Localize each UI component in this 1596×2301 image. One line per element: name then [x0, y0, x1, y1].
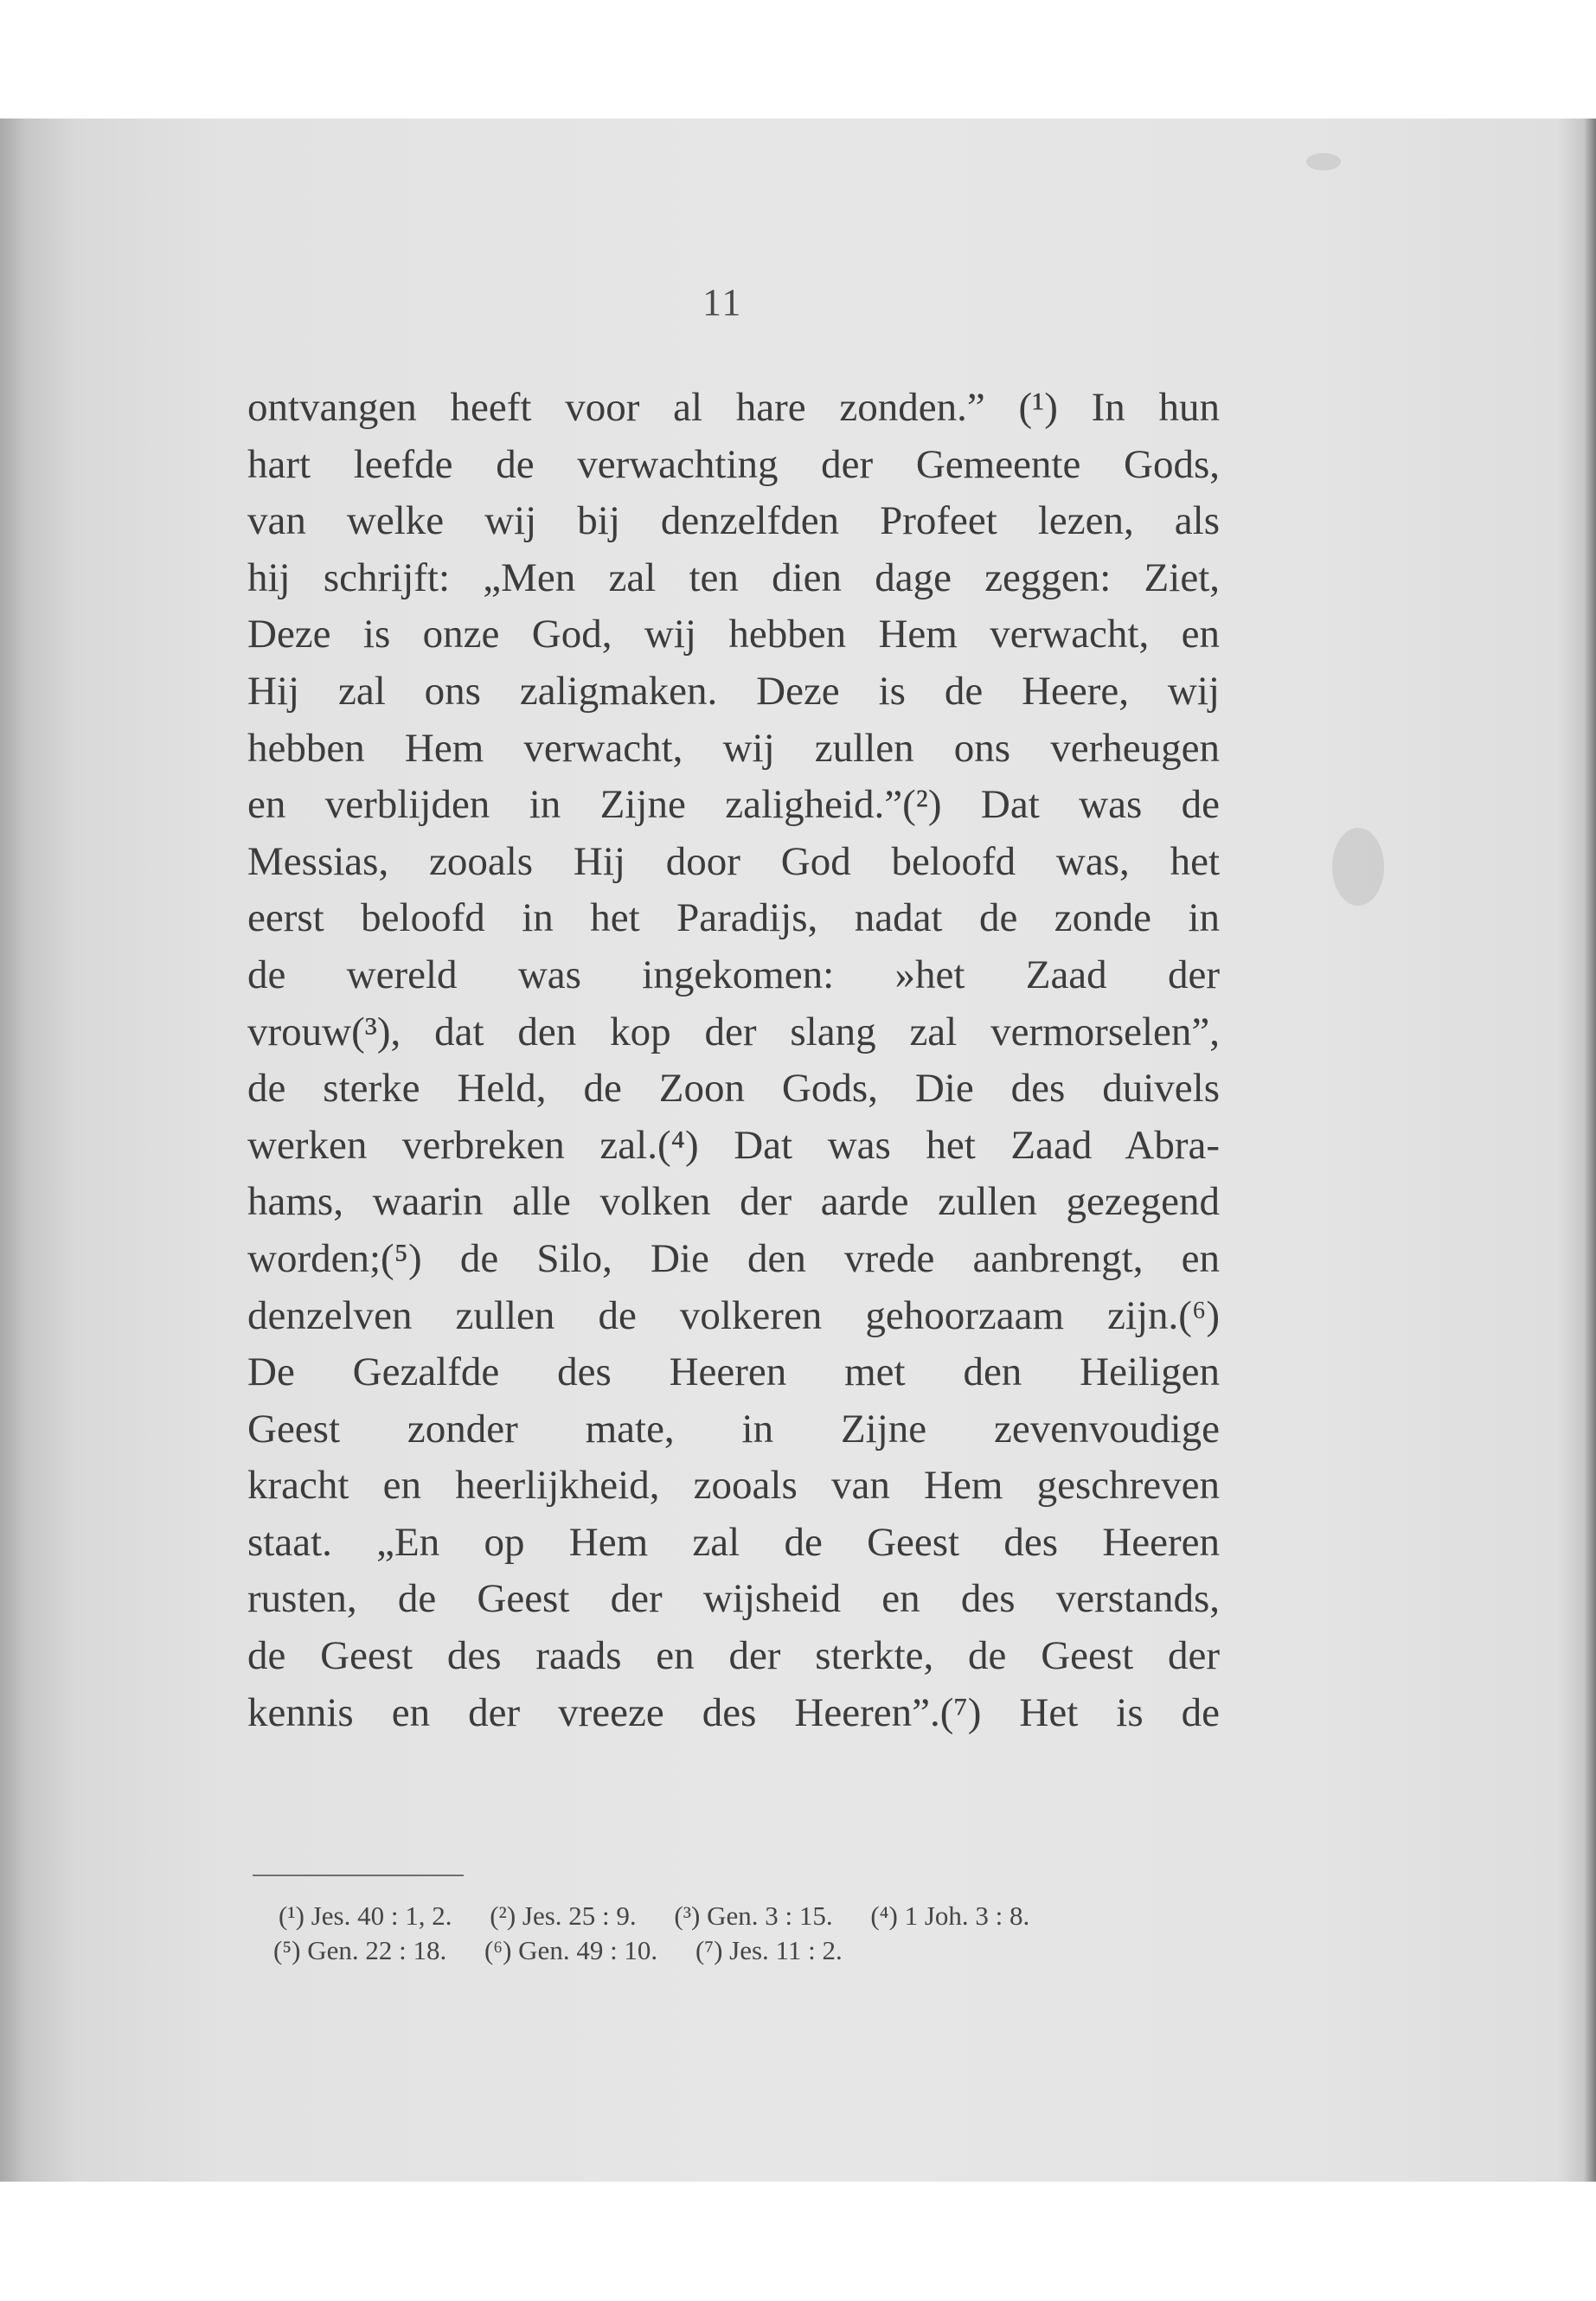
- text-line: De Gezalfde des Heeren met den Heiligen: [247, 1349, 1220, 1395]
- footnote-1: (¹) Jes. 40 : 1, 2.: [279, 1900, 452, 1931]
- footnote-7: (⁷) Jes. 11 : 2.: [695, 1935, 843, 1965]
- text-line: werken verbreken zal.(⁴) Dat was het Zaad Abra-: [247, 1122, 1220, 1168]
- footnote-2: (²) Jes. 25 : 9.: [490, 1900, 637, 1931]
- footnote-divider: [253, 1875, 464, 1876]
- paper-smudge: [1332, 828, 1384, 906]
- footnote-3: (³) Gen. 3 : 15.: [674, 1900, 833, 1931]
- text-line: hart leefde de verwachting der Gemeente Gods,: [247, 441, 1220, 487]
- page-number: 11: [702, 281, 743, 324]
- text-line: worden;(⁵) de Silo, Die den vrede aanbrengt, en: [247, 1235, 1220, 1281]
- text-line: vrouw(³), dat den kop der slang zal vermorselen”,: [247, 1009, 1220, 1054]
- text-line: staat. „En op Hem zal de Geest des Heeren: [247, 1519, 1220, 1565]
- text-line: de wereld was ingekomen: »het Zaad der: [247, 952, 1220, 997]
- text-line: Deze is onze God, wij hebben Hem verwacht, en: [247, 612, 1220, 657]
- text-line: Geest zonder mate, in Zijne zevenvoudige: [247, 1406, 1220, 1452]
- text-line: hebben Hem verwacht, wij zullen ons verheugen: [247, 725, 1220, 771]
- text-line: hams, waarin alle volken der aarde zullen gezegend: [247, 1179, 1220, 1225]
- text-line: kracht en heerlijkheid, zooals van Hem geschreven: [247, 1463, 1220, 1509]
- text-line: en verblijden in Zijne zaligheid.”(²) Dat was de: [247, 782, 1220, 828]
- text-line: Messias, zooals Hij door God beloofd was, het: [247, 838, 1220, 884]
- text-line: de sterke Held, de Zoon Gods, Die des duivels: [247, 1066, 1220, 1112]
- text-line: van welke wij bij denzelfden Profeet lezen, als: [247, 498, 1220, 544]
- footnotes: [273, 1899, 1225, 1968]
- footnote-line: [279, 1899, 1225, 1933]
- body-text: [247, 380, 1220, 1741]
- footnote-line: [273, 1933, 1225, 1968]
- text-line: de Geest des raads en der sterkte, de Geest der: [247, 1633, 1220, 1679]
- page-edge-shadow: [1584, 119, 1596, 2182]
- text-line: denzelven zullen de volkeren gehoorzaam zijn.(⁶): [247, 1292, 1220, 1338]
- text-line: Hij zal ons zaligmaken. Deze is de Heere, wij: [247, 668, 1220, 714]
- text-line: kennis en der vreeze des Heeren”.(⁷) Het is de: [247, 1689, 1220, 1735]
- footnote-5: (⁵) Gen. 22 : 18.: [273, 1935, 447, 1965]
- scanned-page: [0, 119, 1596, 2182]
- text-line: rusten, de Geest der wijsheid en des verstands,: [247, 1576, 1220, 1622]
- text-line: eerst beloofd in het Paradijs, nadat de zonde in: [247, 895, 1220, 941]
- text-line: hij schrijft: „Men zal ten dien dage zeggen: Ziet,: [247, 554, 1220, 600]
- text-line: ontvangen heeft voor al hare zonden.” (¹) In hun: [247, 385, 1220, 430]
- footnote-6: (⁶) Gen. 49 : 10.: [484, 1935, 658, 1965]
- paper-smudge: [1306, 153, 1341, 170]
- footnote-4: (⁴) 1 Joh. 3 : 8.: [870, 1900, 1030, 1931]
